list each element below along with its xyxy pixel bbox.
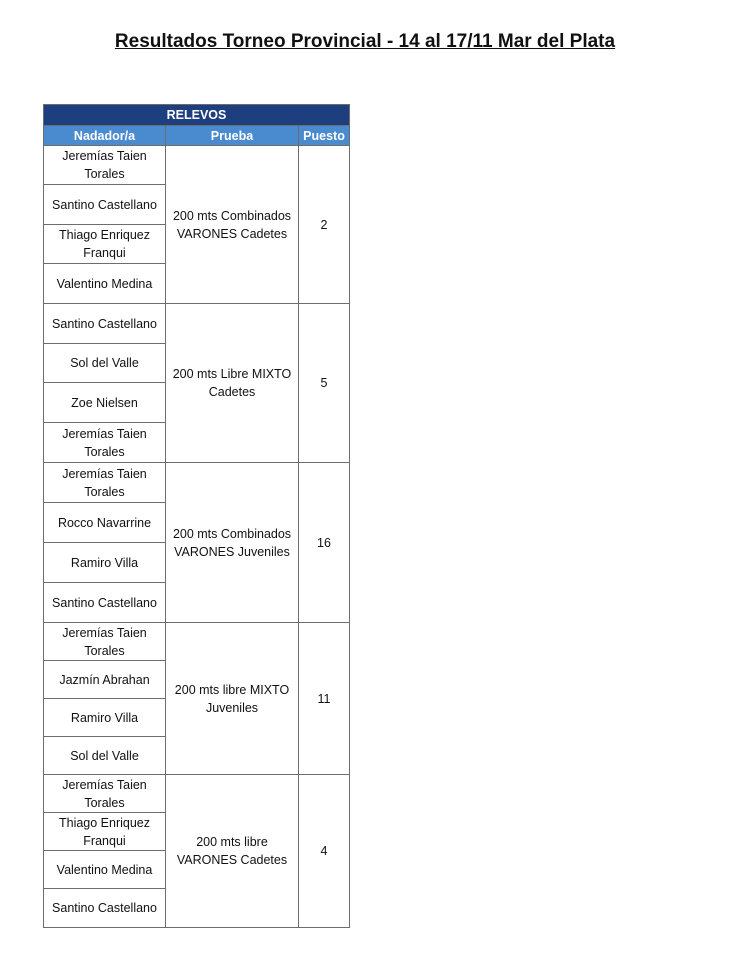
event-name: 200 mts Combinados VARONES Cadetes	[166, 146, 299, 304]
place-value: 2	[299, 146, 350, 304]
swimmer-name: Thiago Enriquez Franqui	[44, 813, 166, 851]
section-header: RELEVOS	[44, 105, 350, 126]
place-value: 16	[299, 463, 350, 623]
event-name: 200 mts libre MIXTO Juveniles	[166, 623, 299, 775]
swimmer-name: Ramiro Villa	[44, 543, 166, 583]
swimmer-name: Jeremías Taien Torales	[44, 775, 166, 813]
swimmer-name: Jeremías Taien Torales	[44, 423, 166, 463]
swimmer-name: Valentino Medina	[44, 264, 166, 304]
column-header-event: Prueba	[166, 126, 299, 146]
event-name: 200 mts Libre MIXTO Cadetes	[166, 304, 299, 463]
place-value: 5	[299, 304, 350, 463]
swimmer-name: Sol del Valle	[44, 344, 166, 383]
table-row	[44, 304, 350, 344]
swimmer-name: Santino Castellano	[44, 583, 166, 623]
place-value: 4	[299, 775, 350, 928]
table-row	[44, 623, 350, 661]
event-name: 200 mts libre VARONES Cadetes	[166, 775, 299, 928]
column-header-place: Puesto	[299, 126, 350, 146]
swimmer-name: Sol del Valle	[44, 737, 166, 775]
swimmer-name: Valentino Medina	[44, 851, 166, 889]
column-header-swimmer: Nadador/a	[44, 126, 166, 146]
table-row	[44, 146, 350, 185]
swimmer-name: Ramiro Villa	[44, 699, 166, 737]
table-row	[44, 775, 350, 813]
swimmer-name: Jazmín Abrahan	[44, 661, 166, 699]
swimmer-name: Jeremías Taien Torales	[44, 463, 166, 503]
table-row	[44, 463, 350, 503]
swimmer-name: Santino Castellano	[44, 889, 166, 928]
swimmer-name: Jeremías Taien Torales	[44, 623, 166, 661]
page-title: Resultados Torneo Provincial - 14 al 17/11 Mar del Plata	[114, 31, 616, 52]
swimmer-name: Rocco Navarrine	[44, 503, 166, 543]
swimmer-name: Santino Castellano	[44, 185, 166, 225]
place-value: 11	[299, 623, 350, 775]
event-name: 200 mts Combinados VARONES Juveniles	[166, 463, 299, 623]
swimmer-name: Santino Castellano	[44, 304, 166, 344]
relay-results-table	[43, 104, 350, 928]
swimmer-name: Zoe Nielsen	[44, 383, 166, 423]
swimmer-name: Jeremías Taien Torales	[44, 146, 166, 185]
swimmer-name: Thiago Enriquez Franqui	[44, 225, 166, 264]
